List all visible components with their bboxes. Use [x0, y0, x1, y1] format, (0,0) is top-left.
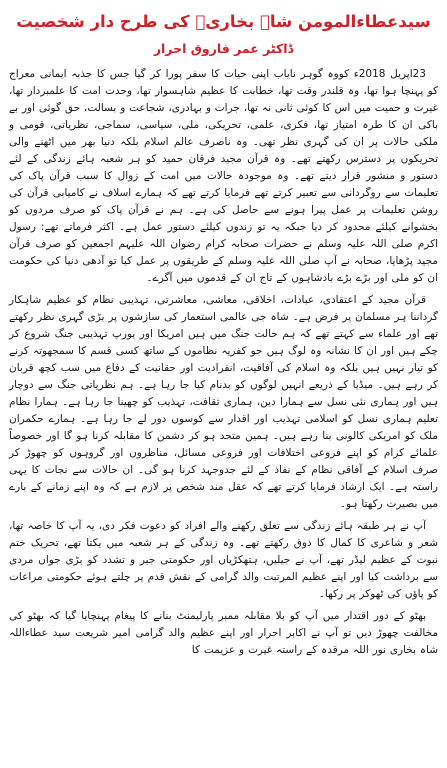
- article-paragraph-2: قرآن مجید کے اعتقادی، عبادات، اخلاقی، معاشی، معاشرتی، تہذیبی نظام کو عظیم شاہکار گرداننا ہر مسلمان پر فرض ہے۔ شاہ جی عالمی استعمار کی سازشوں پر بڑی گہری نظر رکھتے تھے اور علماء سے کہتے تھے کہ ہم حالت جنگ میں ہیں امریکا اور یورپ تہذیبی جنگ شروع کر چکے ہیں اور ان کا نشانہ وہ لوگ ہیں جو کفریہ نظاموں کے ساتھ کسی قسم کا سمجھوتہ کرنے کو تیار نہیں ہیں بلکہ وہ اسلام کی آفاقیت، انفرادیت اور حقانیت کے دفاع میں سب کچھ قربان کر رہے ہیں۔ میڈیا کے ذریعے انہیں لوگوں کو بدنام کیا جا رہا ہے۔ ہم نظریاتی جنگ سے دوچار ہیں اور ہماری نئی نسل سے ہمارا دین، ہماری ثقافت، تہذیب کو چھینا جا رہا ہے۔ ہمارا نظام تعلیم ہماری نسل کو اسلامی تہذیب اور اقدار سے کوسوں دور لے جا رہا ہے۔ ہمارے حکمران ملک کو امریکی کالونی بنا رہے ہیں۔ ہمیں متحد ہو کر دشمن کا مقابلہ کرنا ہو گا اور خصوصاً علمائے کرام کو اپنے فروعی اختلافات اور فروعی مسائل، مناظروں اور گروہوں کو چھوڑ کر صرف اسلام کے آفاقی نظام کے نفاذ کے لئے جدوجہد کرنا ہو گی۔ ان حالات سے نجات کا یہی راستہ ہے۔ ایک ارشاد فرمایا کرتے تھے کہ عقل مند شخص پر لازم ہے کہ وہ اپنے زمانے کے بارے میں بصیرت رکھتا ہو۔: [9, 294, 438, 510]
- article-author: ڈاکٹر عمر فاروق احرار: [153, 41, 294, 56]
- article-paragraph-1: 23اپریل 2018ء کووہ گوہر نایاب اپنی حیات کا سفر پورا کر گیا جس کا جذبہ ایمانی معراج کو پہنچا ہوا تھا، وہ قلندر وقت تھا، خطابت کا عظیم شاہسوار تھا، وحدت امت کا علمبردار تھا، غیرت و حمیت میں اس کا کوئی ثانی نہ تھا، جرات و بہادری، شجاعت و بسالت، حق گوئی اور بے باکی ان کا طرہ امتیاز تھا، فکری، علمی، تحریکی، ملی، سیاسی، سماجی، نظریاتی، قومی و ملکی حالات پر ان کی گہری نظر تھی۔ وہ ناصرف عالم اسلام بلکہ دنیا بھر میں اٹھنے والی تحریکوں پر دسترس رکھتے تھے۔ وہ قرآن مجید فرقان حمید کو ہر شعبہ ہائے زندگی کے لئے دستور و منشور قرار دیتے تھے۔ وہ موجودہ حالات میں امت کے زوال کا سبب قرآن پاک کی تعلیمات سے روگردانی سے تعبیر کرتے تھے فرمایا کرتے تھے کہ ہمارے اسلاف نے کامیابی قرآن کی روشن تعلیمات پر عمل پیرا ہونے سے حاصل کی ہے۔ ہم نے قرآن پاک کو صرف مردوں کو بخشوانے کیلئے محدود کر دیا جبکہ یہ تو زندوں کیلئے دستور عمل ہے۔ اکثر فرماتے تھے: رسول اکرم صلی اللہ علیہ وسلم نے حضرات صحابہ کرام رضوان اللہ علیہم اجمعین کو صرف قرآن مجید پڑھایا، صحابہ نے آپ صلی اللہ علیہ وسلم کے طریقوں پر عمل کیا تو آدھی دنیا کی حکومت ان کو ملی اور بڑے بڑے بادشاہوں کے تاج ان کے قدموں میں آگرے۔: [9, 68, 438, 284]
- article-body: [9, 66, 438, 659]
- article-paragraph-3: آپ نے ہر طبقہ ہائے زندگی سے تعلق رکھنے والے افراد کو دعوت فکر دی، یہ آپ کا خاصہ تھا، شعر و شاعری کا کمال کا ذوق رکھتے تھے۔ وہ زندگی کے ہر شعبہ میں یکتا تھے، تحریک ختم نبوت کے عظیم لیڈر تھے، آپ نے جیلیں، ہتھکڑیاں اور حکومتی جبر و تشدد کو بڑی جواں مردی سے برداشت کیا اور اپنے عظیم المرتبت والد گرامی کے نقش قدم پر چلتے ہوئے حکومتی مراعات کو پاؤں کی ٹھوکر پر رکھا۔: [9, 520, 438, 600]
- article-paragraph-4: بھٹو کے دور اقتدار میں آپ کو بلا مقابلہ ممبر پارلیمنٹ بنانے کا پیغام پہنچایا گیا کہ بھٹو کی مخالفت چھوڑ دیں تو آپ نے اکابر احرار اور اپنے عظیم والد گرامی امیر شریعت سید عطاءاللہ شاہ بخاری نور اللہ مرقدہ کے راستہ غیرت و عزیمت کا: [9, 610, 438, 656]
- article-title: سیدعطاءالمومن شاہ بخاریؒ کی طرح دار شخصیت: [16, 12, 431, 31]
